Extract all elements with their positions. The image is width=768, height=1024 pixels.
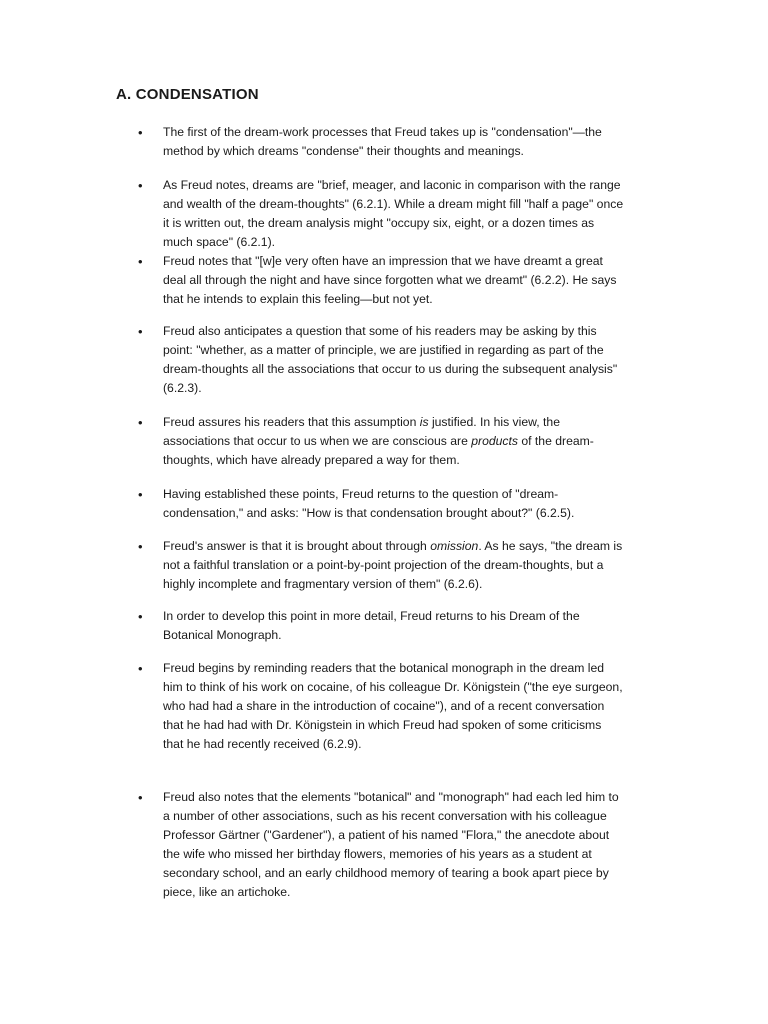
bullet-icon: • <box>138 125 143 140</box>
bullet-text: Freud begins by reminding readers that the botanical monograph in the dream led him to think of his work on cocaine, of his colleague Dr. Königstein ("the eye surgeon, who had had a share in the introduction of cocaine"), and of a recent conversation that he had had with Dr. Königstein in which Freud had spoken of some criticisms that he had recently received (6.2.9). <box>163 661 623 751</box>
bullet-icon: • <box>138 539 143 554</box>
bullet-icon: • <box>138 254 143 269</box>
bullet-text: In order to develop this point in more detail, Freud returns to his Dream of the Botanical Monograph. <box>163 609 580 642</box>
bullet-text: Freud notes that "[w]e very often have an impression that we have dreamt a great deal all through the night and have since forgotten what we dreamt" (6.2.2). He says that he intends to explain this feeling—but not yet. <box>163 254 617 306</box>
bullet-icon: • <box>138 324 143 339</box>
bullet-text: The first of the dream-work processes that Freud takes up is "condensation"—the method by which dreams "condense" their thoughts and meanings. <box>163 125 602 158</box>
bullet-text: Having established these points, Freud returns to the question of "dream- condensation," and asks: "How is that condensation brought about?" (6.2.5). <box>163 487 575 520</box>
bullet-text: Freud's answer is that it is brought about through omission. As he says, "the dream is not a faithful translation or a point-by-point projection of the dream-thoughts, but a highly incomplete and fragmentary version of them" (6.2.6). <box>163 539 623 591</box>
bullet-text: Freud also anticipates a question that some of his readers may be asking by this point: "whether, as a matter of principle, we are justified in regarding as part of the dream-thoughts all the associations that occur to us during the subsequent analysis" (6.2.3). <box>163 324 618 395</box>
bullet-icon: • <box>138 487 143 502</box>
bullet-text: Freud assures his readers that this assumption is justified. In his view, the associations that occur to us when we are conscious are products of the dream- thoughts, which have already prepared a way for them. <box>163 415 594 467</box>
bullet-icon: • <box>138 790 143 805</box>
bullet-icon: • <box>138 661 143 676</box>
bullet-icon: • <box>138 415 143 430</box>
bullet-text: Freud also notes that the elements "botanical" and "monograph" had each led him to a number of other associations, such as his recent conversation with his colleague Professor Gärtner ("Gardener"), a patient of his named "Flora," the anecdote about the wife who missed her birthday flowers, memories of his years as a student at secondary school, and an early childhood memory of tearing a book apart piece by piece, like an artichoke. <box>163 790 619 899</box>
bullet-text: As Freud notes, dreams are "brief, meager, and laconic in comparison with the range and wealth of the dream-thoughts" (6.2.1). While a dream might fill "half a page" once it is written out, the dream analysis might "occupy six, eight, or a dozen times as much space" (6.2.1). <box>163 178 624 249</box>
bullet-icon: • <box>138 609 143 624</box>
section-heading: A. CONDENSATION <box>116 86 259 103</box>
bullet-icon: • <box>138 178 143 193</box>
